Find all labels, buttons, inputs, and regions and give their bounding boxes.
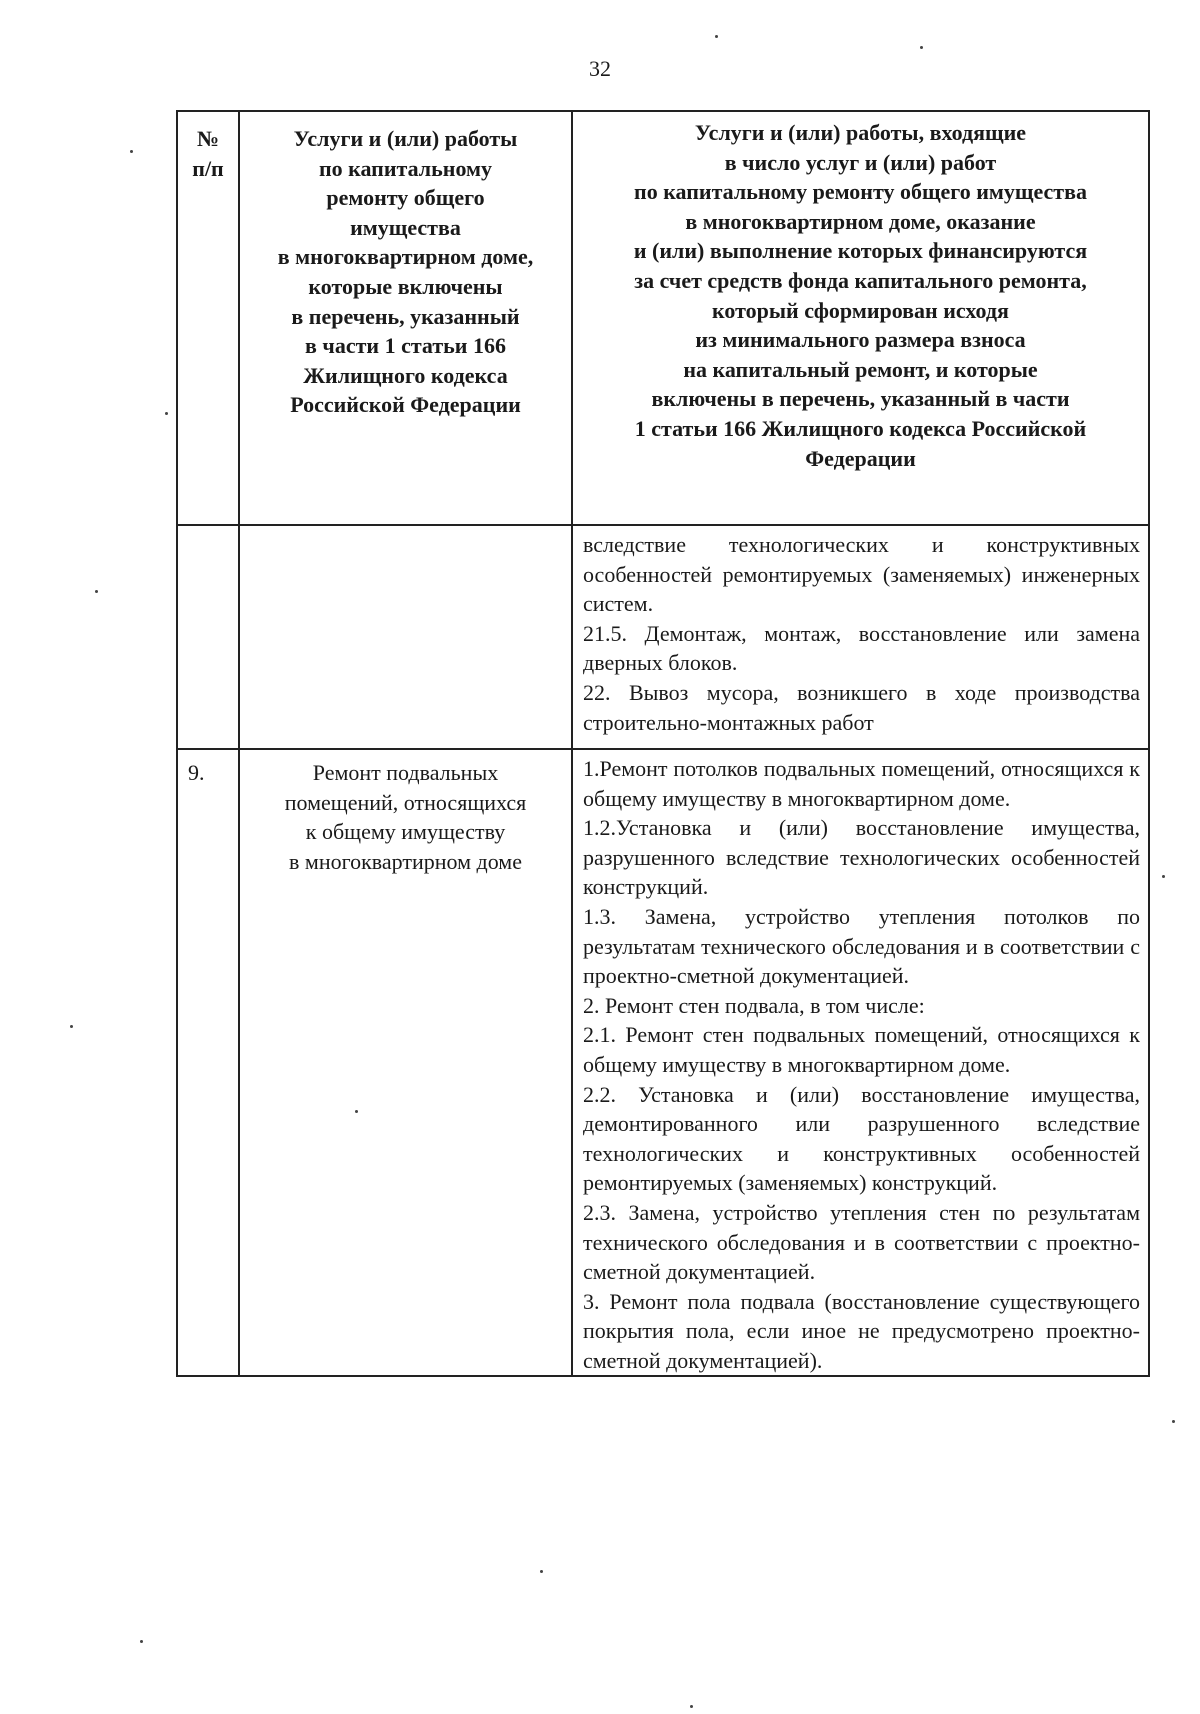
scan-speck [130,150,133,153]
row-number: 9. [177,749,239,1376]
scan-speck [355,1110,358,1113]
list-item: 2.1. Ремонт стен подвальных помещений, относящихся к общему имуществу в многоквартирном доме. [583,1022,1140,1077]
capital-repair-table [176,110,1150,1377]
scan-speck [690,1705,693,1708]
scan-speck [165,412,168,415]
list-item: 1.3. Замена, устройство утепления потолков по результатам технического обследования и в соответствии с проектно-сметной документацией. [583,903,1140,989]
list-item: 2. Ремонт стен подвала, в том числе: [583,992,925,1018]
scan-speck [715,35,718,38]
row-service [239,525,572,749]
list-item: 3. Ремонт пола подвала (восстановление существующего покрытия пола, если иное не предусмотрено проектно-сметной документацией). [583,1288,1140,1373]
list-item: 22. Вывоз мусора, возникшего в ходе производства строительно-монтажных работ [583,679,1140,735]
row-number [177,525,239,749]
list-item: 21.5. Демонтаж, монтаж, восстановление или замена дверных блоков. [583,620,1140,676]
list-item: 2.3. Замена, устройство утепления стен по результатам технического обследования и в соответствии с проектно-сметной документацией. [583,1199,1140,1285]
row-service: Ремонт подвальных помещений, относящихся к общему имуществу в многоквартирном доме [239,749,572,1376]
scan-speck [1172,1420,1175,1423]
row-items [572,525,1149,749]
scan-speck [920,46,923,49]
list-item: вследствие технологических и конструктивных особенностей ремонтируемых (заменяемых) инженерных систем. [583,532,1140,617]
list-item: 1.2.Установка и (или) восстановление имущества, разрушенного вследствие технологических особенностей конструкций. [583,815,1140,900]
scan-speck [70,1025,73,1028]
scan-speck [95,590,98,593]
scan-speck [540,1570,543,1573]
table-row [177,525,1149,749]
scan-speck [140,1640,143,1643]
list-item: 1.Ремонт потолков подвальных помещений, относящихся к общему имуществу в многоквартирном доме. [583,756,1140,811]
row-items [572,749,1149,1376]
list-item: 2.2. Установка и (или) восстановление имущества, демонтированного или разрушенного вследствие технологических и конструктивных особенностей ремонтируемых (заменяемых) конструкций. [583,1081,1140,1196]
table-header-row [177,111,1149,525]
header-included-works: Услуги и (или) работы, входящие в число услуг и (или) работ по капитальному ремонту общего имущества в многоквартирном доме, оказание и (или) выполнение которых финансируются за счет средств фонда капитального ремонта, который сформирован исходя из минимального размера взноса на капитальный ремонт, и которые включены в перечень, указанный в части 1 статьи 166 Жилищного кодекса Российской Федерации [572,111,1149,525]
header-services: Услуги и (или) работы по капитальному ремонту общего имущества в многоквартирном доме, которые включены в перечень, указанный в части 1 статьи 166 Жилищного кодекса Российской Федерации [239,111,572,525]
page-number: 32 [589,56,611,81]
scan-speck [1162,875,1165,878]
header-number: № п/п [177,111,239,525]
table-row [177,749,1149,1376]
